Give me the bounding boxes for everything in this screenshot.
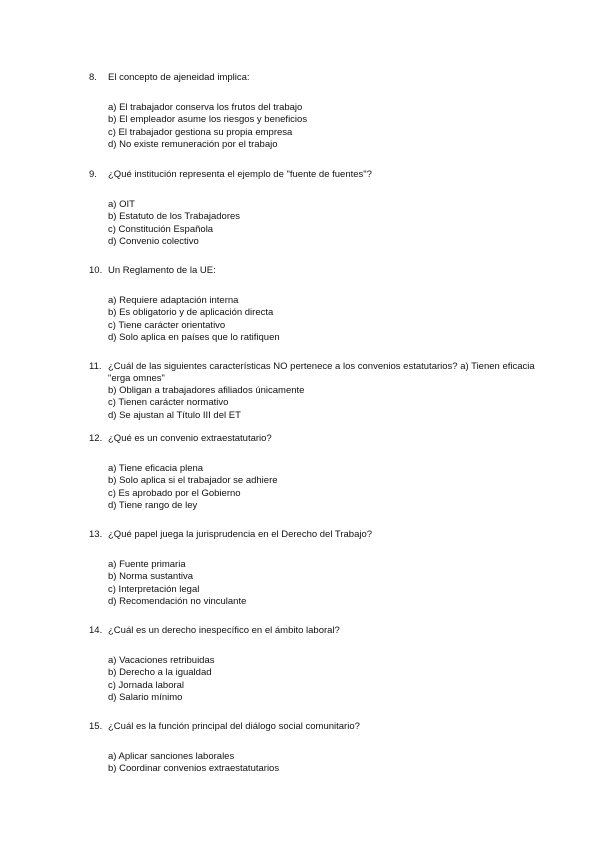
option-list [89, 199, 549, 248]
option-list [89, 463, 549, 512]
option-b: b) Obligan a trabajadores afiliados únicamente [108, 385, 305, 396]
question-text: Un Reglamento de la UE: [108, 265, 216, 276]
question-number: 9. [89, 169, 97, 180]
question-9 [89, 169, 549, 248]
option-a: a) OIT [108, 199, 135, 210]
option-c: c) Jornada laboral [108, 679, 185, 691]
question-text: ¿Cuál de las siguientes características NO pertenece a los convenios estatutarios? a) Tienen eficacia "erga omnes" [108, 361, 535, 384]
question-number: 14. [89, 625, 103, 636]
option-a: a) Aplicar sanciones laborales [108, 751, 235, 762]
option-b: b) Estatuto de los Trabajadores [108, 211, 241, 223]
option-d: d) Solo aplica en países que lo ratifiquen [108, 331, 280, 343]
option-b: b) Coordinar convenios extraestatutarios [108, 763, 280, 775]
question-15 [89, 721, 549, 776]
option-a: a) Fuente primaria [108, 559, 186, 570]
option-d: d) Tiene rango de ley [108, 499, 198, 511]
option-c: c) Tiene carácter orientativo [108, 319, 226, 331]
question-text: ¿Cuál es la función principal del diálogo social comunitario? [108, 721, 360, 732]
option-a: a) El trabajador conserva los frutos del trabajo [108, 102, 303, 113]
option-b: b) Es obligatorio y de aplicación directa [108, 307, 274, 319]
question-text: El concepto de ajeneidad implica: [108, 72, 250, 83]
question-text: ¿Qué papel juega la jurisprudencia en el Derecho del Trabajo? [108, 529, 373, 540]
question-text: ¿Cuál es un derecho inespecífico en el ámbito laboral? [108, 625, 340, 636]
option-list [89, 102, 549, 151]
question-12 [89, 433, 549, 512]
option-a: a) Tiene eficacia plena [108, 463, 204, 474]
option-c: c) Interpretación legal [108, 583, 200, 595]
question-text: ¿Qué institución representa el ejemplo de "fuente de fuentes"? [108, 169, 372, 180]
option-c: c) Tienen carácter normativo [108, 397, 229, 409]
question-number: 11. [89, 361, 102, 372]
option-d: d) Convenio colectivo [108, 235, 199, 247]
option-list [89, 751, 549, 776]
option-list [89, 559, 549, 608]
question-8 [89, 72, 549, 151]
option-c: c) Es aprobado por el Gobierno [108, 487, 241, 499]
option-c: c) Constitución Española [108, 223, 214, 235]
question-13 [89, 529, 549, 608]
option-list [89, 295, 549, 344]
option-list [89, 655, 549, 704]
question-number: 12. [89, 433, 103, 444]
question-number: 10. [89, 265, 103, 276]
option-b: b) El empleador asume los riesgos y beneficios [108, 114, 308, 126]
question-11 [89, 361, 549, 422]
option-d: d) No existe remuneración por el trabajo [108, 138, 278, 150]
question-14 [89, 625, 549, 704]
question-number: 8. [89, 72, 97, 83]
option-c: c) El trabajador gestiona su propia empresa [108, 126, 293, 138]
option-d: d) Recomendación no vinculante [108, 595, 247, 607]
option-a: a) Vacaciones retribuidas [108, 655, 215, 666]
question-number: 15. [89, 721, 103, 732]
question-text: ¿Qué es un convenio extraestatutario? [108, 433, 272, 444]
option-b: b) Derecho a la igualdad [108, 667, 212, 679]
option-b: b) Norma sustantiva [108, 571, 194, 583]
option-d: d) Salario mínimo [108, 691, 183, 703]
option-list [89, 385, 549, 422]
option-b: b) Solo aplica si el trabajador se adhiere [108, 475, 278, 487]
question-10 [89, 265, 549, 344]
option-d: d) Se ajustan al Título III del ET [108, 409, 241, 421]
option-a: a) Requiere adaptación interna [108, 295, 239, 306]
question-number: 13. [89, 529, 103, 540]
